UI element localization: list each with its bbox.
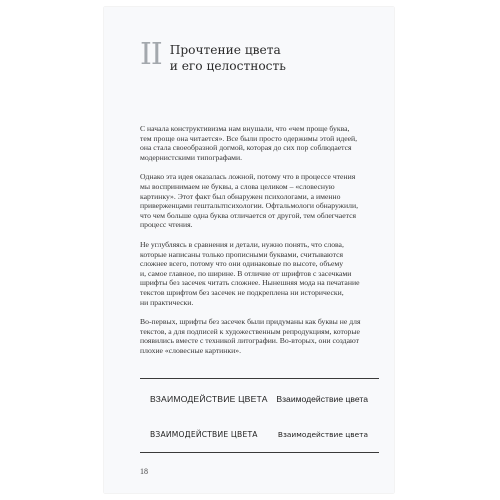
chapter-title-line: и его целостность	[169, 59, 286, 73]
text-line: Во-первых, шрифты без засечек были придуманы как буквы не для	[140, 317, 361, 327]
chapter-numeral: II	[140, 37, 162, 72]
example-caps: ВЗАИМОДЕЙСТВИЕ ЦВЕТА	[150, 430, 258, 439]
text-line: которые написаны только прописными буквами, считываются	[140, 249, 344, 259]
chapter-title	[170, 40, 286, 74]
example-row	[150, 430, 380, 439]
page-number: 18	[140, 467, 148, 476]
book-page	[104, 7, 394, 493]
text-line: шрифты без засечек читать сложнее. Нынешняя мода на печатание	[140, 278, 360, 288]
example-caps: ВЗАИМОДЕЙСТВИЕ ЦВЕТА	[150, 394, 268, 404]
text-line: процесс чтения.	[140, 220, 193, 230]
divider-rule	[140, 378, 379, 379]
text-line: сложнее всего, потому что они одинаковые по высоте, объему	[140, 259, 344, 269]
paragraph	[140, 124, 375, 162]
text-line: мы воспринимаем не буквы, а слова целиком – «словесную	[140, 181, 335, 191]
example-lowercase: Взаимодействие цвета	[276, 394, 368, 404]
text-line: текстов, а для подписей к художественным репродукциям, которые	[140, 326, 360, 336]
chapter-heading	[140, 37, 286, 74]
body-text	[140, 124, 375, 365]
text-line: Однако эта идея оказалась ложной, потому что в процессе чтения	[140, 172, 356, 182]
text-line: картинку». Этот факт был обнаружен психологами, а именно	[140, 191, 341, 201]
chapter-title-line: Прочтение цвета	[169, 43, 281, 57]
text-line: появились вместе с техникой литографии. Во-вторых, они создают	[140, 336, 360, 346]
paragraph	[140, 172, 375, 230]
paragraph	[140, 240, 375, 307]
divider-rule	[140, 452, 379, 453]
text-line: приверженцами гештальтпсихологии. Офтальмологи обнаружили,	[140, 201, 358, 211]
text-line: тем проще она читается». Все были просто одержимы этой идеей,	[140, 133, 358, 143]
paragraph	[140, 317, 375, 355]
text-line: она стала своеобразной догмой, которая до сих пор соблюдается	[140, 143, 352, 153]
text-line: и, самое главное, по ширине. В отличие от шрифтов с засечками	[140, 268, 352, 278]
text-line: модернистскими типографами.	[140, 152, 243, 162]
text-line: Не углубляясь в сравнения и детали, нужно понять, что слова,	[140, 239, 344, 249]
text-line: текстов шрифтом без засечек не подкреплена ни исторически,	[140, 287, 344, 297]
example-lowercase: Взаимодействие цвета	[277, 430, 368, 439]
text-line: ни практически.	[140, 297, 194, 307]
text-line: что чем больше одна буква отличается от другой, тем облегчается	[140, 210, 357, 220]
text-line: С начала конструктивизма нам внушали, что «чем проще буква,	[140, 124, 350, 133]
example-row	[150, 394, 380, 404]
text-line: плохие «словесные картинки».	[140, 345, 242, 355]
